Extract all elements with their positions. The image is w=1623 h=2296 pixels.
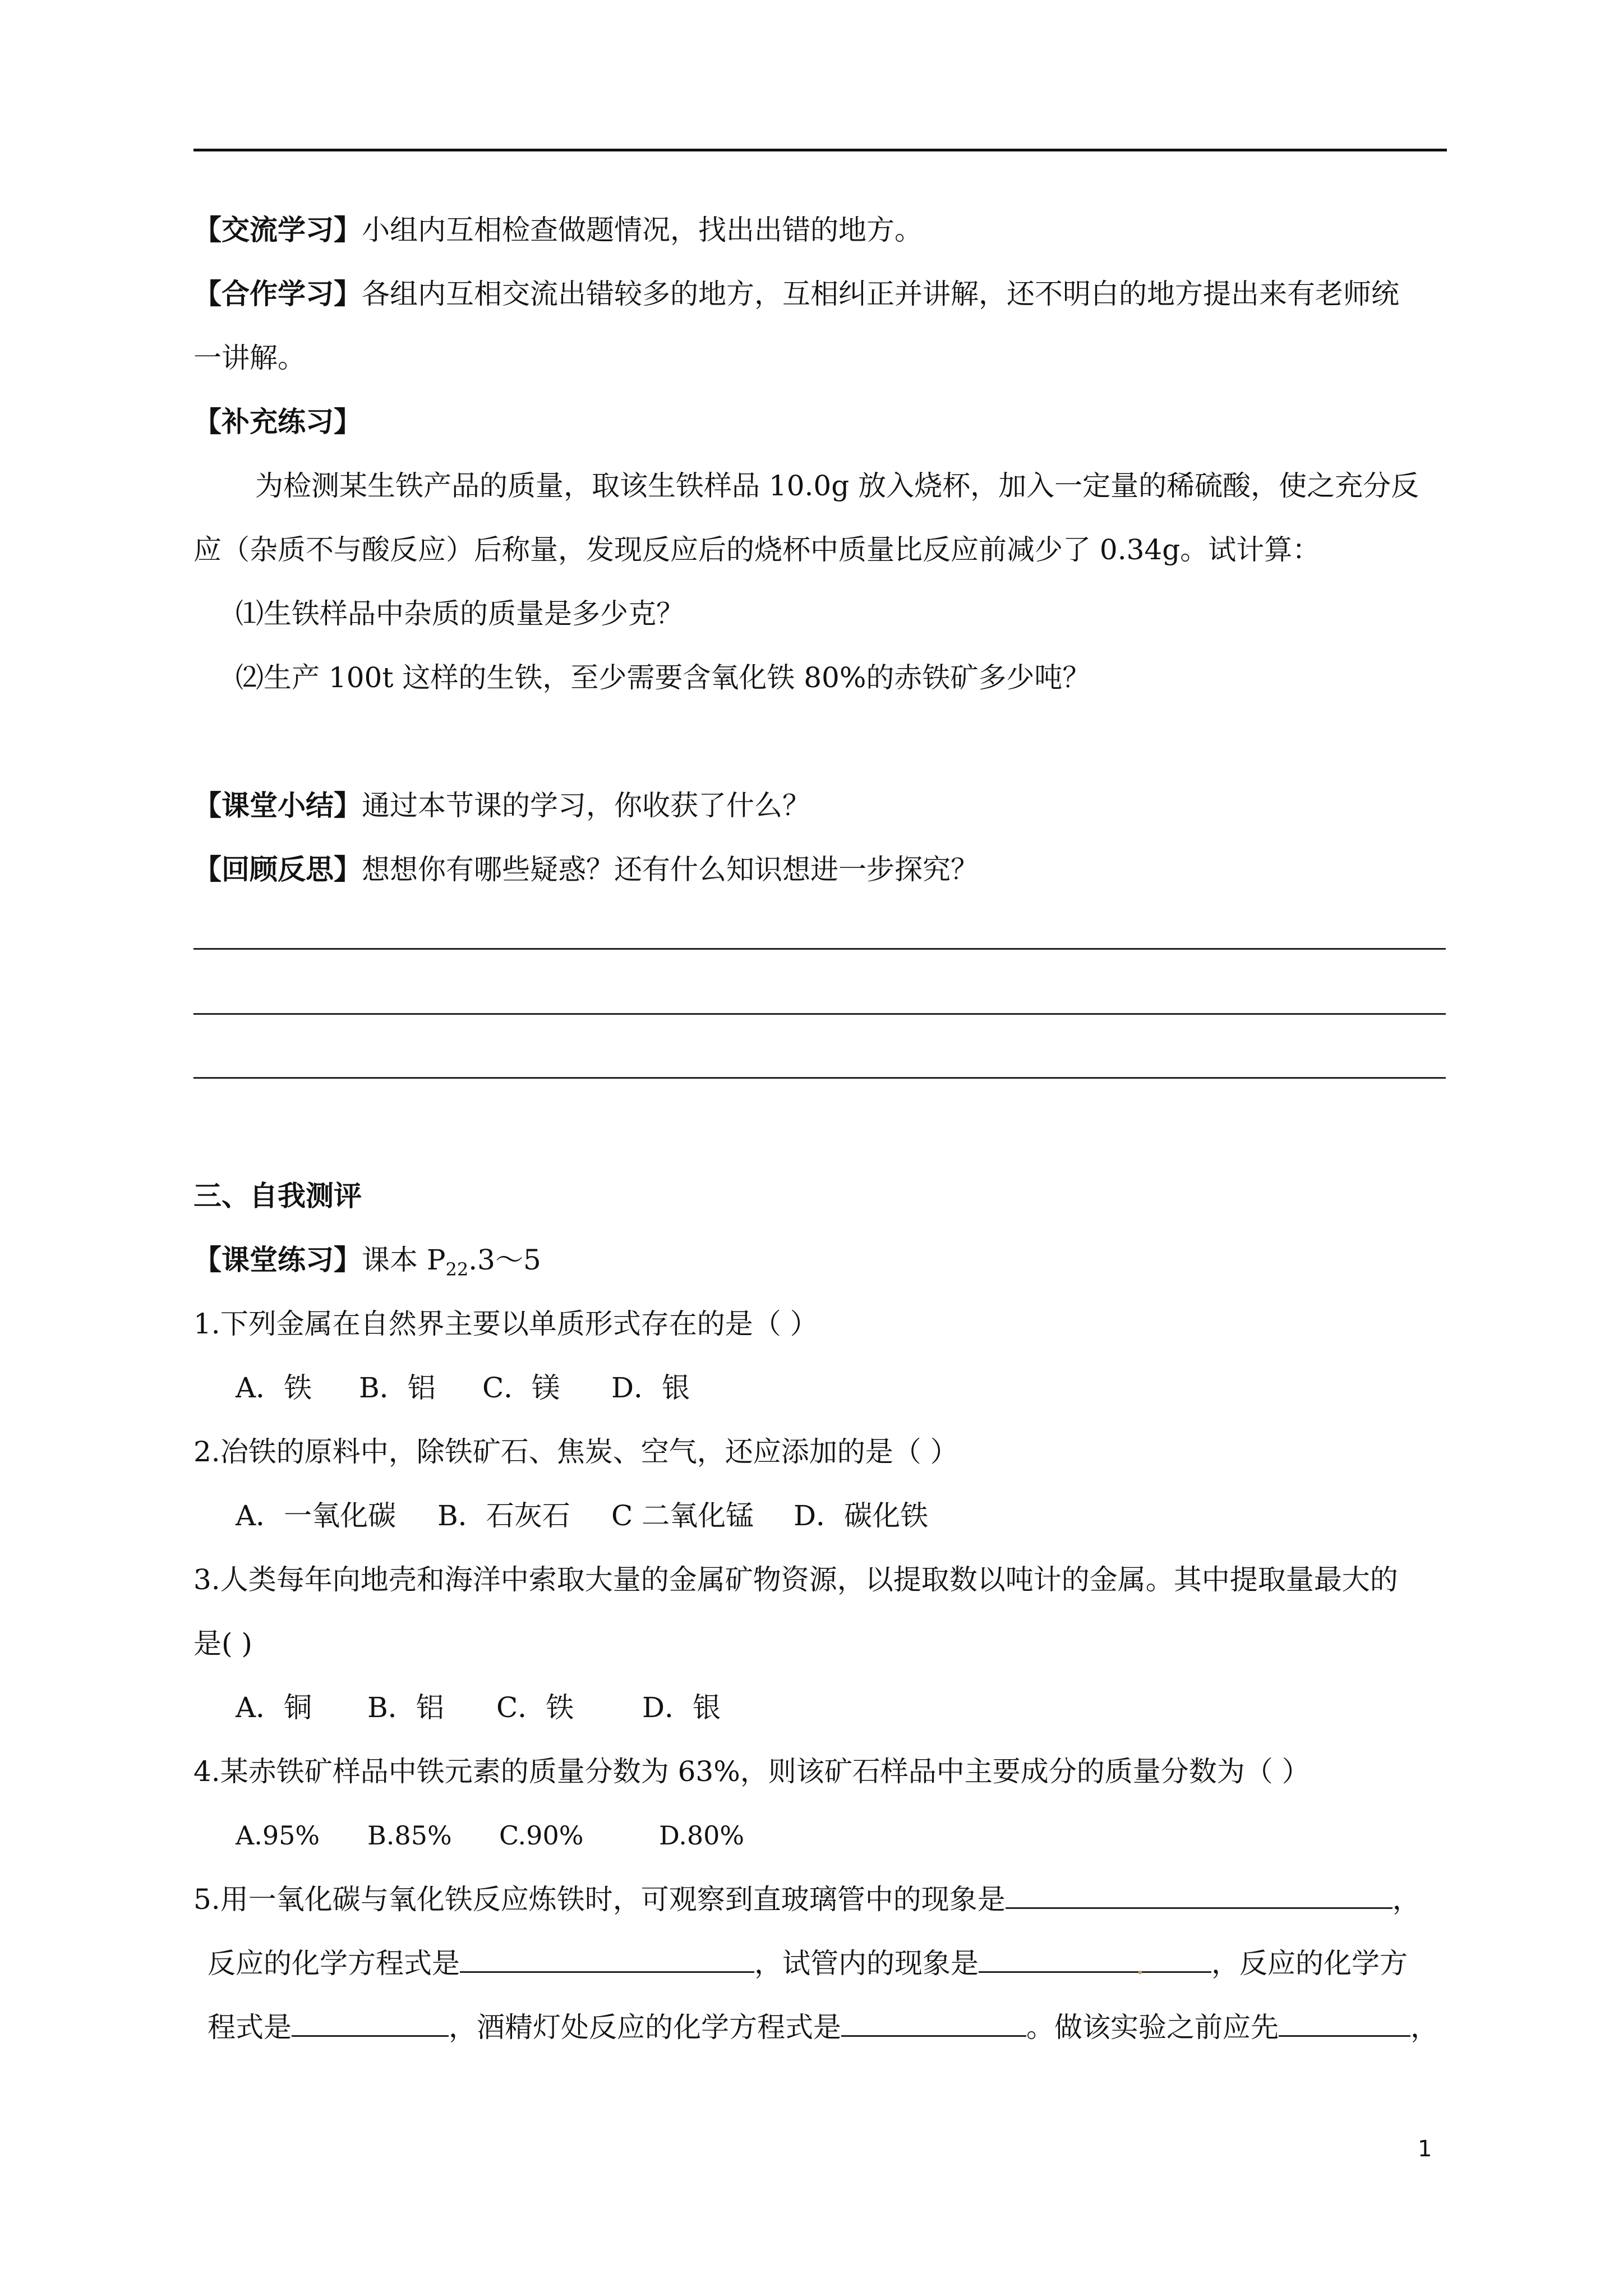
question-5-line-2 [208, 1941, 1408, 1986]
option-a: A．铁 [236, 1372, 312, 1404]
option-d: D．碳化铁 [794, 1499, 929, 1532]
reflection-label: 【回顾反思】 [193, 853, 362, 886]
question-5-comma-end: ， [1410, 2011, 1438, 2044]
question-2-stem: 2.冶铁的原料中，除铁矿石、焦炭、空气，还应添加的是（ ） [193, 1435, 958, 1468]
option-a: A．一氧化碳 [236, 1499, 396, 1532]
fill-blank[interactable] [460, 1942, 754, 1973]
answer-line [193, 1077, 1446, 1079]
fill-blank[interactable] [1006, 1878, 1393, 1909]
option-d: D．银 [611, 1372, 690, 1404]
fill-blank[interactable] [1279, 2006, 1410, 2037]
supplement-label: 【补充练习】 [193, 405, 362, 438]
practice-label: 【课堂练习】 [193, 1243, 362, 1276]
answer-line [193, 948, 1446, 950]
exchange-label: 【交流学习】 [193, 213, 362, 246]
page-number: 1 [1418, 2136, 1432, 2162]
question-5-text-b: ，试管内的现象是 [754, 1947, 979, 1980]
cooperation-text-1: 各组内互相交流出错较多的地方，互相纠正并讲解，还不明白的地方提出来有老师统 [362, 278, 1399, 310]
class-summary [193, 783, 810, 828]
question-5-stem: 5.用一氧化碳与氧化铁反应炼铁时，可观察到直玻璃管中的现象是 [193, 1883, 1006, 1916]
supplement-question-2: ⑵生产 100t 这样的生铁，至少需要含氧化铁 80%的赤铁矿多少吨？ [236, 661, 1091, 694]
question-5-text-d: 程式是 [208, 2011, 292, 2044]
option-b: B.85% [367, 1820, 452, 1851]
cooperation-label: 【合作学习】 [193, 277, 362, 310]
option-a: A．铜 [236, 1691, 312, 1724]
option-c: C 二氧化锰 [611, 1499, 754, 1532]
option-a: A.95% [236, 1820, 320, 1851]
supplement-paragraph-2: 应（杂质不与酸反应）后称量，发现反应后的烧杯中质量比反应前减少了 0.34g。试计算： [193, 533, 1321, 566]
question-5-text-c: ，反应的化学方 [1211, 1947, 1408, 1980]
reflection-text: 想想你有哪些疑惑？还有什么知识想进一步探究？ [362, 853, 979, 886]
question-5-line-1 [193, 1877, 1421, 1922]
cooperation-learning [193, 272, 1399, 316]
option-b: B．铝 [359, 1372, 436, 1404]
option-d: D．银 [642, 1691, 721, 1724]
supplement-paragraph-1: 为检测某生铁产品的质量，取该生铁样品 10.0g 放入烧杯，加入一定量的稀硫酸，使之充分反 [255, 470, 1419, 502]
practice-text-suffix: .3～5 [468, 1244, 541, 1276]
question-5-comma: ， [1392, 1883, 1421, 1916]
supplement-question-1: ⑴生铁样品中杂质的质量是多少克？ [236, 597, 684, 630]
practice-text-prefix: 课本 P [362, 1244, 446, 1276]
question-4-options [236, 1813, 744, 1858]
option-d: D.80% [659, 1820, 745, 1851]
reflection [193, 847, 979, 892]
fill-blank[interactable] [979, 1942, 1145, 1981]
option-c: C．铁 [496, 1691, 574, 1724]
summary-text: 通过本节课的学习，你收获了什么？ [362, 789, 810, 822]
option-b: B．石灰石 [437, 1499, 570, 1532]
answer-line [193, 1013, 1446, 1015]
option-b: B．铝 [367, 1691, 444, 1724]
question-5-text-a: 反应的化学方程式是 [208, 1947, 460, 1980]
question-1-options [236, 1365, 690, 1410]
question-4-stem: 4.某赤铁矿样品中铁元素的质量分数为 63%，则该矿石样品中主要成分的质量分数为（ ） [193, 1755, 1310, 1788]
option-c: C.90% [499, 1820, 584, 1851]
summary-label: 【课堂小结】 [193, 789, 362, 822]
question-2-options [236, 1493, 928, 1538]
question-3-stem-line-1: 3.人类每年向地壳和海洋中索取大量的金属矿物资源，以提取数以吨计的金属。其中提取量最大的 [193, 1563, 1398, 1596]
fill-blank[interactable] [292, 2006, 449, 2037]
question-5-line-3 [208, 2005, 1438, 2050]
cooperation-text-2: 一讲解。 [193, 342, 306, 374]
self-evaluation-heading: 三、自我测评 [193, 1179, 362, 1212]
exchange-learning [193, 208, 923, 252]
header-rule [193, 149, 1447, 151]
question-1-stem: 1.下列金属在自然界主要以单质形式存在的是（ ） [193, 1308, 818, 1340]
exchange-text: 小组内互相检查做题情况，找出出错的地方。 [362, 214, 923, 246]
question-3-options [236, 1685, 721, 1730]
question-5-text-e: ，酒精灯处反应的化学方程式是 [449, 2011, 841, 2044]
question-5-dot: . [1136, 1948, 1145, 1981]
question-5-text-f: 。做该实验之前应先 [1026, 2011, 1279, 2044]
option-c: C．镁 [482, 1372, 560, 1404]
question-3-stem-line-2: 是( ) [193, 1627, 252, 1660]
class-practice [193, 1237, 541, 1292]
practice-page-subscript: 22 [445, 1259, 469, 1280]
fill-blank[interactable] [841, 2006, 1026, 2037]
